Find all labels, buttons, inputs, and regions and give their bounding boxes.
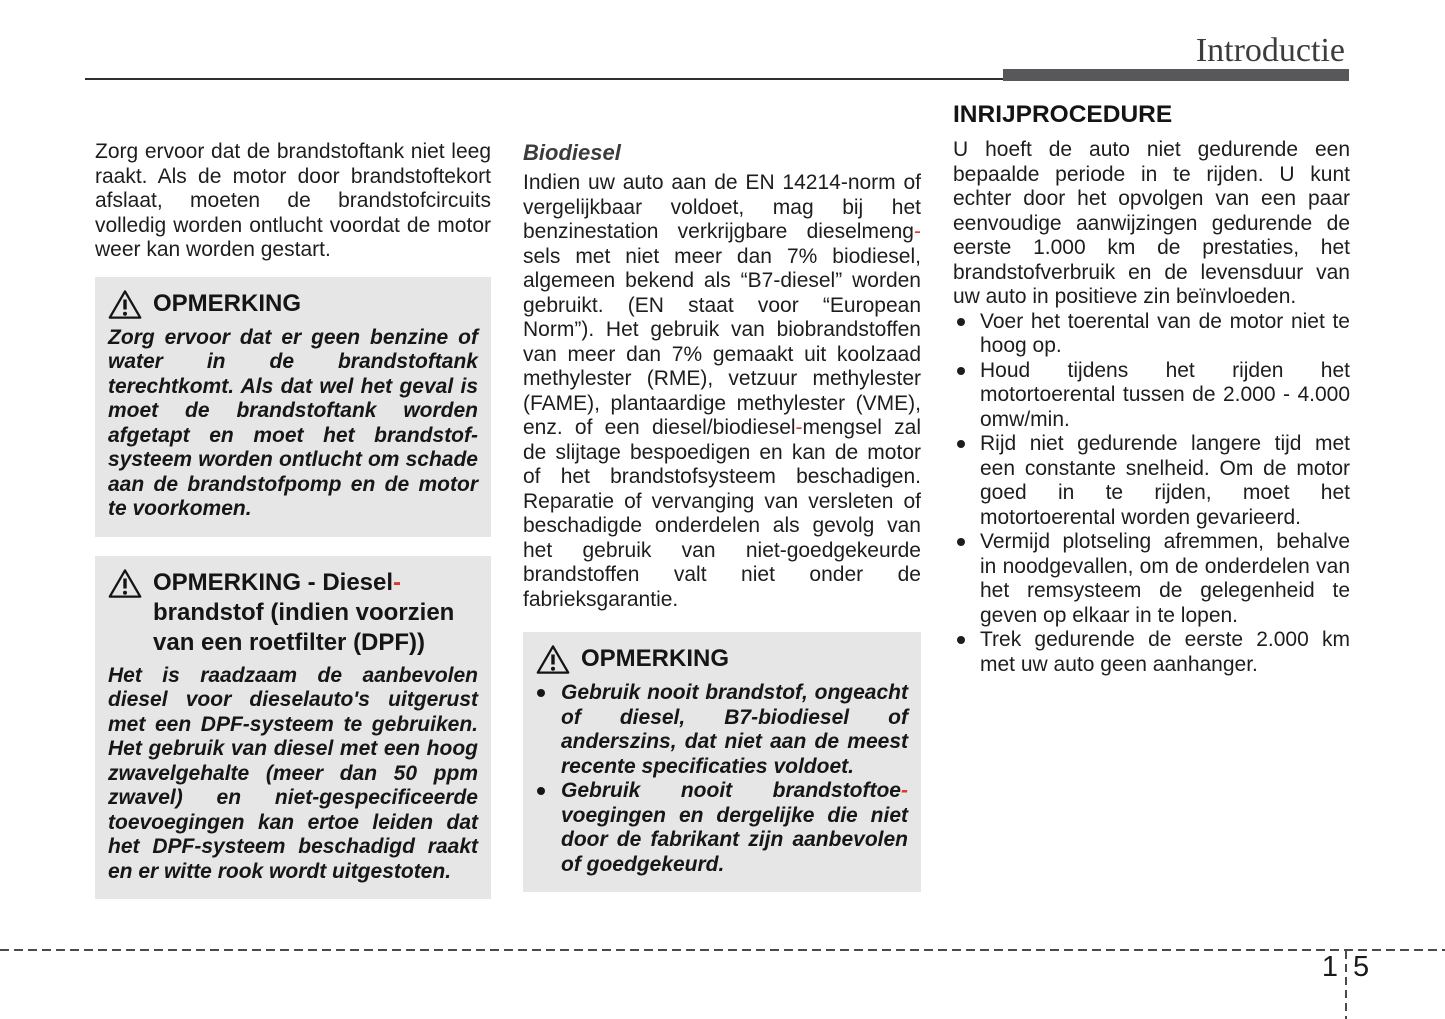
note-title-label [153, 568, 478, 658]
list-item [953, 359, 1350, 433]
paragraph-text: mengsel zal de slijtage bespoedigen en kan de motor of het brandstofsysteem beschadigen. Reparatie of vervanging van versleten of beschadigde onderdelen als gevolg van het gebruik van niet-goedgekeurde brandstoffen valt niet onder de fabrieksgarantie. [523, 416, 921, 611]
footer-dashed-rule [0, 949, 1445, 951]
bullet-icon [957, 538, 965, 546]
biodiesel-heading: Biodiesel [523, 140, 621, 165]
bullet-icon [957, 636, 965, 644]
list-item [953, 310, 1350, 359]
note-body-text: Het is raadzaam de aanbevolen diesel voor dieselauto's uitgerust met een DPF-systeem te gebruiken. Het gebruik van diesel met een hoog zwavelgehalte (meer dan 50 ppm zwavel) en niet-gespecificeerde toevoegingen kan ertoe leiden dat het DPF-systeem beschadigd raakt en er witte rook wordt uitgestoten. [108, 663, 478, 883]
bullet-icon [537, 787, 545, 795]
note-box-fuel-specs [523, 632, 921, 892]
bullet-icon [957, 440, 965, 448]
bullet-icon [537, 689, 545, 697]
warning-triangle-icon [108, 568, 142, 599]
fuel-tank-paragraph: Zorg ervoor dat de brandstoftank niet leeg raakt. Als de motor door brandstoftekort afslaat, moeten de brandstofcircuits volledig worden ontlucht voordat de motor weer kan worden gestart. [95, 140, 491, 261]
inrijprocedure-heading: INRIJPROCEDURE [953, 101, 1173, 128]
red-hyphen: - [393, 568, 402, 596]
note-title-text: OPMERKING - Diesel [153, 568, 394, 596]
note-list-item [536, 779, 908, 877]
header-rule-thin [85, 78, 1003, 80]
page-number: 5 [1353, 951, 1370, 983]
note-body-text: Zorg ervoor dat er geen benzine of water in de brandstoftank terechtkomt. Als dat wel het geval is moet de brandstoftank worden afgetapt en moet het brandstof-systeem worden ontlucht om schade aan de brandstofpomp en de motor te voorkomen. [108, 325, 478, 520]
list-item [953, 432, 1350, 530]
inrijprocedure-paragraph: U hoeft de auto niet gedurende een bepaalde periode in te rijden. U kunt echter door het opvolgen van een paar eenvoudige aanwijzingen gedurende de eerste 1.000 km de prestaties, het brandstofverbruik en de levensduur van uw auto in positieve zin beïnvloeden. [953, 138, 1350, 308]
bullet-text: Trek gedurende de eerste 2.000 km met uw auto geen aanhanger. [980, 628, 1350, 676]
note-bullet-text [561, 779, 908, 876]
chapter-number: 1 [1321, 951, 1338, 983]
bullet-text: Voer het toerental van de motor niet te hoog op. [980, 309, 1350, 357]
note-title-label: OPMERKING [581, 645, 730, 672]
red-hyphen: - [914, 220, 921, 243]
biodiesel-paragraph [523, 171, 921, 612]
note-list-item [536, 681, 908, 779]
bullet-text: Houd tijdens het rijden het motortoerental tussen de 2.000 - 4.000 omw/min. [980, 358, 1350, 431]
footer-dashed-divider [1345, 951, 1347, 1019]
note-title-label: OPMERKING [153, 289, 302, 317]
red-hyphen: - [901, 779, 908, 802]
note-bullet-segment: voegingen en dergelijke die niet door de fabrikant zijn aanbevolen of goedgekeurd. [561, 803, 908, 876]
note-title [108, 289, 478, 320]
paragraph-text: sels met niet meer dan 7% biodiesel, algemeen bekend als “B7-diesel” worden gebruikt. (EN staat voor “European Norm”). Het gebruik van biobrandstoffen van meer dan 7% gemaakt uit koolzaad methylester (RME), vetzuur methylester (FAME), plantaardige methylester (VME), enz. of een diesel/biodiesel [523, 244, 921, 439]
column-middle [523, 140, 921, 892]
column-right [953, 101, 1350, 677]
list-item [953, 628, 1350, 677]
header-rule-bar [1003, 69, 1349, 81]
note-bullet-text: Gebruik nooit brandstof, ongeacht of diesel, B7-biodiesel of anderszins, dat niet aan de meest recente specificaties voldoet. [561, 681, 908, 778]
bullet-icon [957, 318, 965, 326]
list-item [953, 530, 1350, 628]
warning-triangle-icon [536, 644, 570, 675]
column-left [95, 140, 491, 899]
paragraph-text: Indien uw auto aan de EN 14214-norm of vergelijkbaar voldoet, mag bij het benzinestation verkrijgbare dieselmeng [523, 171, 921, 243]
note-box-fuel-tank [95, 277, 491, 537]
bullet-text: Vermijd plotseling afremmen, behalve in noodgevallen, om de onderdelen van het remsysteem de gelegenheid te geven op elkaar in te lopen. [980, 530, 1350, 627]
note-title-text: brandstof (indien voorzien van een roetfilter (DPF)) [153, 598, 455, 656]
red-hyphen: - [795, 416, 803, 439]
bullet-text: Rijd niet gedurende langere tijd met een constante snelheid. Om de motor goed in te rijden, moet het motortoerental worden gevarieerd. [980, 432, 1350, 529]
bullet-icon [957, 367, 965, 375]
note-bullet-segment: Gebruik nooit brandstoftoe [561, 779, 901, 802]
note-box-diesel-dpf [95, 556, 491, 900]
note-title [108, 568, 478, 658]
note-title [536, 644, 908, 675]
warning-triangle-icon [108, 289, 142, 320]
page-title: Introductie [1195, 32, 1345, 69]
